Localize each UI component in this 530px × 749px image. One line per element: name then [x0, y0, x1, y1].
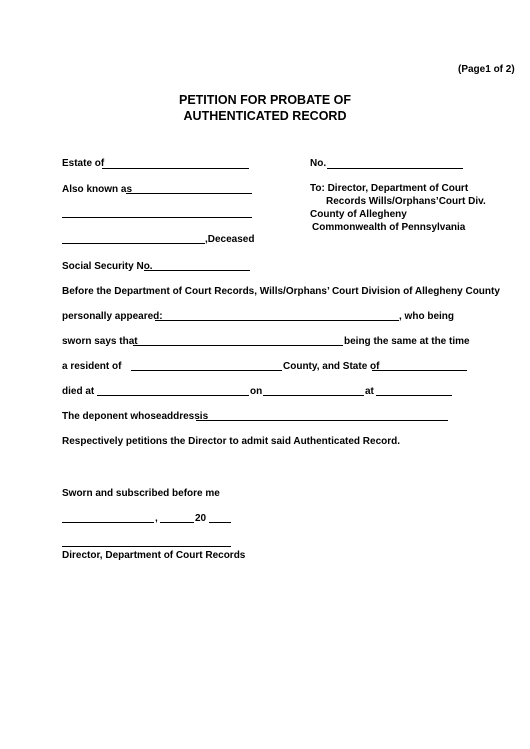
year-prefix: 20 [195, 513, 207, 524]
county-state-label: County, and State of [283, 361, 380, 372]
on-label: on [250, 386, 263, 397]
day-blank[interactable] [160, 522, 194, 523]
at-blank[interactable] [376, 395, 452, 396]
year-blank[interactable] [209, 522, 231, 523]
social-security-blank[interactable] [144, 270, 250, 271]
social-security-label: Social Security No. [62, 261, 153, 272]
director-label: Director, Department of Court Records [62, 550, 246, 561]
date-comma: , [155, 513, 158, 524]
addressee-line3: County of Allegheny [310, 209, 407, 220]
deponent-address-blank[interactable] [196, 420, 448, 421]
deceased-label: ,Deceased [205, 234, 255, 245]
being-same-text: being the same at the time [344, 336, 470, 347]
died-at-blank[interactable] [97, 395, 249, 396]
resident-of-blank[interactable] [131, 370, 282, 371]
estate-of-label: Estate of [62, 158, 105, 169]
also-known-as-label: Also known as [62, 184, 133, 195]
at-label: at [365, 386, 374, 397]
date-blank[interactable] [62, 522, 154, 523]
before-department-text: Before the Department of Court Records, Wills/Orphans’ Court Division of Allegheny County [62, 286, 500, 297]
resident-of-label: a resident of [62, 361, 122, 372]
personally-appeared-blank[interactable] [155, 320, 399, 321]
on-blank[interactable] [263, 395, 364, 396]
addressee-line2: Records Wills/Orphans’Court Div. [326, 196, 486, 207]
died-at-label: died at [62, 386, 95, 397]
page-title-line1: PETITION FOR PROBATE OF [179, 93, 351, 107]
number-label: No. [310, 158, 327, 169]
state-blank[interactable] [372, 370, 467, 371]
page-title-line2: AUTHENTICATED RECORD [183, 109, 347, 123]
addressee-line1: To: Director, Department of Court [310, 183, 469, 194]
addressee-line4: Commonwealth of Pennsylvania [312, 222, 466, 233]
estate-of-blank[interactable] [102, 168, 249, 169]
sworn-subscribed-text: Sworn and subscribed before me [62, 488, 220, 499]
who-being-text: , who being [399, 311, 454, 322]
director-signature-line[interactable] [62, 546, 231, 547]
number-blank[interactable] [327, 168, 463, 169]
also-known-as-blank-2[interactable] [62, 217, 252, 218]
also-known-as-blank[interactable] [126, 193, 252, 194]
page-indicator: (Page1 of 2) [458, 64, 515, 75]
deceased-name-blank[interactable] [62, 243, 205, 244]
deponent-address-label: The deponent whoseaddressis [62, 411, 209, 422]
respectively-text: Respectively petitions the Director to admit said Authenticated Record. [62, 436, 401, 447]
personally-appeared-label: personally appeared: [62, 311, 163, 322]
sworn-says-label: sworn says that [62, 336, 138, 347]
sworn-says-blank[interactable] [133, 345, 343, 346]
